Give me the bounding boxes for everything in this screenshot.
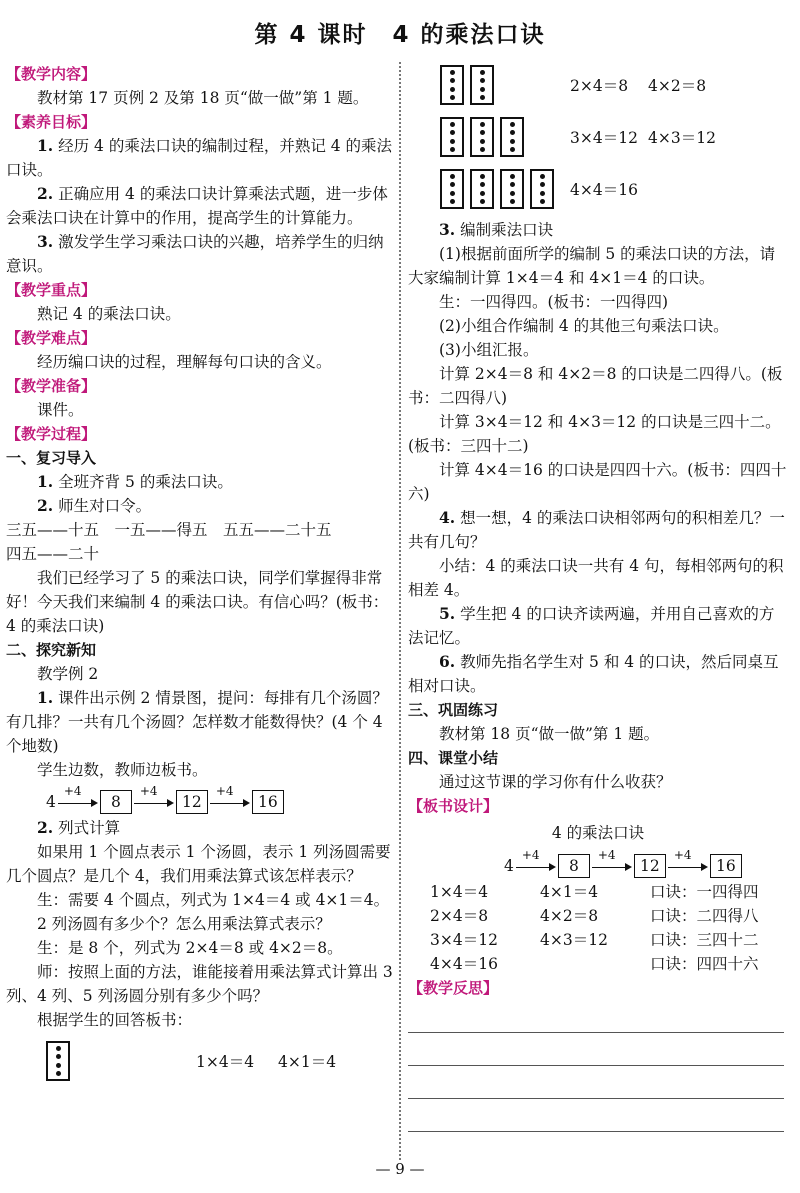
flow-box: 12 (176, 790, 208, 814)
flow-start: 4 (504, 857, 514, 875)
board-cell: 口诀：三四十二 (650, 931, 759, 949)
board-cell: 4×3＝12 (540, 931, 608, 949)
key-point-text: 熟记 4 的乘法口诀。 (37, 305, 181, 323)
board-cell: 4×4＝16 (430, 955, 498, 973)
example-label: 教学例 2 (37, 665, 99, 683)
board-add-four-flow (504, 848, 788, 878)
board-cell: 口诀：二四得八 (650, 907, 759, 925)
goal-2: 2. 正确应用 4 的乘法口诀计算乘法式题，进一步体会乘法口诀在计算中的作用，提高学生的计算能力。 (6, 184, 388, 227)
compose-3c: (2)小组合作编制 4 的其他三句乘法口诀。 (439, 317, 729, 335)
board-cell: 4×2＝8 (540, 907, 599, 925)
dot-row-4 (440, 166, 788, 212)
dot-cards (440, 65, 570, 105)
equation: 2×4＝8 (570, 77, 629, 95)
flow-arrow: +4 (56, 790, 100, 814)
section-board-design: 【板书设计】 (408, 797, 499, 815)
board-cell: 3×4＝12 (430, 931, 498, 949)
board-cell (540, 952, 650, 976)
difficulty-text: 经历编口诀的过程，理解每句口诀的含义。 (37, 353, 332, 371)
section-difficulty: 【教学难点】 (6, 329, 97, 347)
right-column (408, 62, 788, 1132)
flow-arrow: +4 (514, 854, 558, 878)
dot-card (530, 169, 554, 209)
equation: 4×1＝4 (278, 1053, 337, 1071)
dot-row-3 (440, 114, 788, 160)
dot-card (470, 65, 494, 105)
board-cell: 1×4＝4 (430, 883, 489, 901)
dot-row-2 (440, 62, 788, 108)
page-title: 第 4 课时 4 的乘法口诀 (254, 22, 546, 48)
left-column (6, 62, 394, 1090)
dot-card (440, 117, 464, 157)
equation: 1×4＝4 (196, 1053, 255, 1071)
read-5: 5. 学生把 4 的口诀齐读两遍，并用自己喜欢的方法记忆。 (408, 604, 775, 647)
section-goals: 【素养目标】 (6, 113, 97, 131)
explore-2a: 如果用 1 个圆点表示 1 个汤圆，表示 1 列汤圆需要几个圆点？是几个 4，我们用乘法算式该怎样表示？ (6, 843, 391, 885)
compose-3b: 生：一四得四。(板书：一四得四) (439, 293, 669, 311)
dot-card (470, 169, 494, 209)
explore-1b: 学生边数，教师边板书。 (37, 761, 208, 779)
chant-line-2: 四五——二十 (6, 545, 100, 563)
pair-6: 6. 教师先指名学生对 5 和 4 的口诀，然后同桌互相对口诀。 (408, 652, 779, 695)
equation: 4×2＝8 (648, 77, 707, 95)
think-4a: 小结：4 的乘法口诀一共有 4 句，每相邻两句的积相差 4。 (408, 557, 784, 599)
flow-start: 4 (46, 793, 56, 811)
heading-summary: 四、课堂小结 (408, 749, 499, 767)
dot-card (46, 1041, 70, 1081)
flow-box: 16 (710, 854, 742, 878)
explore-2c: 2 列汤圆有多少个？怎么用乘法算式表示？ (37, 915, 331, 933)
page-number: — 9 — (375, 1160, 425, 1178)
equation: 4×4＝16 (570, 181, 638, 199)
equation: 3×4＝12 (570, 129, 638, 147)
explore-2e: 师：按照上面的方法，谁能接着用乘法算式计算出 3 列、4 列、5 列汤圆分别有多少个吗？ (6, 963, 393, 1005)
compose-3f: 计算 3×4＝12 和 4×3＝12 的口诀是三四十二。(板书：三四十二) (408, 413, 781, 455)
heading-practice: 三、巩固练习 (408, 701, 499, 719)
board-title: 4 的乘法口诀 (551, 824, 645, 842)
preparation-text: 课件。 (37, 401, 84, 419)
heading-explore: 二、探究新知 (6, 641, 97, 659)
practice-text: 教材第 18 页“做一做”第 1 题。 (439, 725, 660, 743)
section-preparation: 【教学准备】 (6, 377, 97, 395)
heading-review: 一、复习导入 (6, 449, 97, 467)
column-divider (399, 62, 401, 1160)
flow-box: 8 (558, 854, 590, 878)
dot-card (440, 65, 464, 105)
section-teaching-content: 【教学内容】 (6, 65, 97, 83)
explore-2b: 生：需要 4 个圆点，列式为 1×4＝4 或 4×1＝4。 (37, 891, 390, 909)
board-cell: 2×4＝8 (430, 907, 489, 925)
section-key-point: 【教学重点】 (6, 281, 97, 299)
explore-1: 1. 课件出示例 2 情景图，提问：每排有几个汤圆？有几排？一共有几个汤圆？怎样数才能数得快？(4 个 4 个地数) (6, 688, 388, 755)
dot-row-1 (46, 1038, 394, 1084)
reflection-line[interactable] (408, 1000, 784, 1033)
flow-arrow: +4 (590, 854, 634, 878)
flow-arrow: +4 (666, 854, 710, 878)
flow-arrow: +4 (132, 790, 176, 814)
reflection-line[interactable] (408, 1033, 784, 1066)
section-process: 【教学过程】 (6, 425, 97, 443)
review-text: 我们已经学习了 5 的乘法口诀，同学们掌握得非常好！今天我们来编制 4 的乘法口诀。有信心吗？(板书：4 的乘法口诀) (6, 569, 389, 635)
review-1: 1. 全班齐背 5 的乘法口诀。 (37, 472, 233, 491)
board-cell: 口诀：一四得四 (650, 883, 759, 901)
review-2: 2. 师生对口令。 (37, 496, 152, 515)
compose-3e: 计算 2×4＝8 和 4×2＝8 的口诀是二四得八。(板书：二四得八) (408, 365, 783, 407)
think-4: 4. 想一想，4 的乘法口诀相邻两句的积相差几？一共有几句？ (408, 508, 785, 551)
explore-2d: 生：是 8 个，列式为 2×4＝8 或 4×2＝8。 (37, 939, 343, 957)
compose-3d: (3)小组汇报。 (439, 341, 539, 359)
teaching-content-text: 教材第 17 页例 2 及第 18 页“做一做”第 1 题。 (37, 89, 369, 107)
add-four-flow (46, 784, 394, 814)
dot-card (500, 117, 524, 157)
flow-box: 8 (100, 790, 132, 814)
equation: 4×3＝12 (648, 129, 716, 147)
compose-3g: 计算 4×4＝16 的口诀是四四十六。(板书：四四十六) (408, 461, 787, 503)
board-table (430, 880, 788, 976)
dot-cards (440, 117, 570, 157)
compose-3: 3. 编制乘法口诀 (439, 220, 554, 239)
dot-card (500, 169, 524, 209)
goal-1: 1. 经历 4 的乘法口诀的编制过程，并熟记 4 的乘法口诀。 (6, 136, 393, 179)
board-cell: 4×1＝4 (540, 883, 599, 901)
explore-2: 2. 列式计算 (37, 818, 121, 837)
compose-3a: (1)根据前面所学的编制 5 的乘法口诀的方法，请大家编制计算 1×4＝4 和 4×1＝4 的口诀。 (408, 245, 776, 287)
flow-box: 12 (634, 854, 666, 878)
reflection-line[interactable] (408, 1099, 784, 1132)
board-cell: 口诀：四四十六 (650, 955, 759, 973)
explore-2f: 根据学生的回答板书： (37, 1011, 193, 1029)
summary-text: 通过这节课的学习你有什么收获？ (439, 773, 672, 791)
dot-card (470, 117, 494, 157)
goal-3: 3. 激发学生学习乘法口诀的兴趣，培养学生的归纳意识。 (6, 232, 384, 275)
chant-line-1: 三五——十五 一五——得五 五五——二十五 (6, 521, 332, 539)
dot-card (440, 169, 464, 209)
section-reflection: 【教学反思】 (408, 979, 499, 997)
flow-arrow: +4 (208, 790, 252, 814)
reflection-line[interactable] (408, 1066, 784, 1099)
dot-cards (440, 169, 570, 209)
flow-box: 16 (252, 790, 284, 814)
dot-cards (46, 1041, 196, 1081)
